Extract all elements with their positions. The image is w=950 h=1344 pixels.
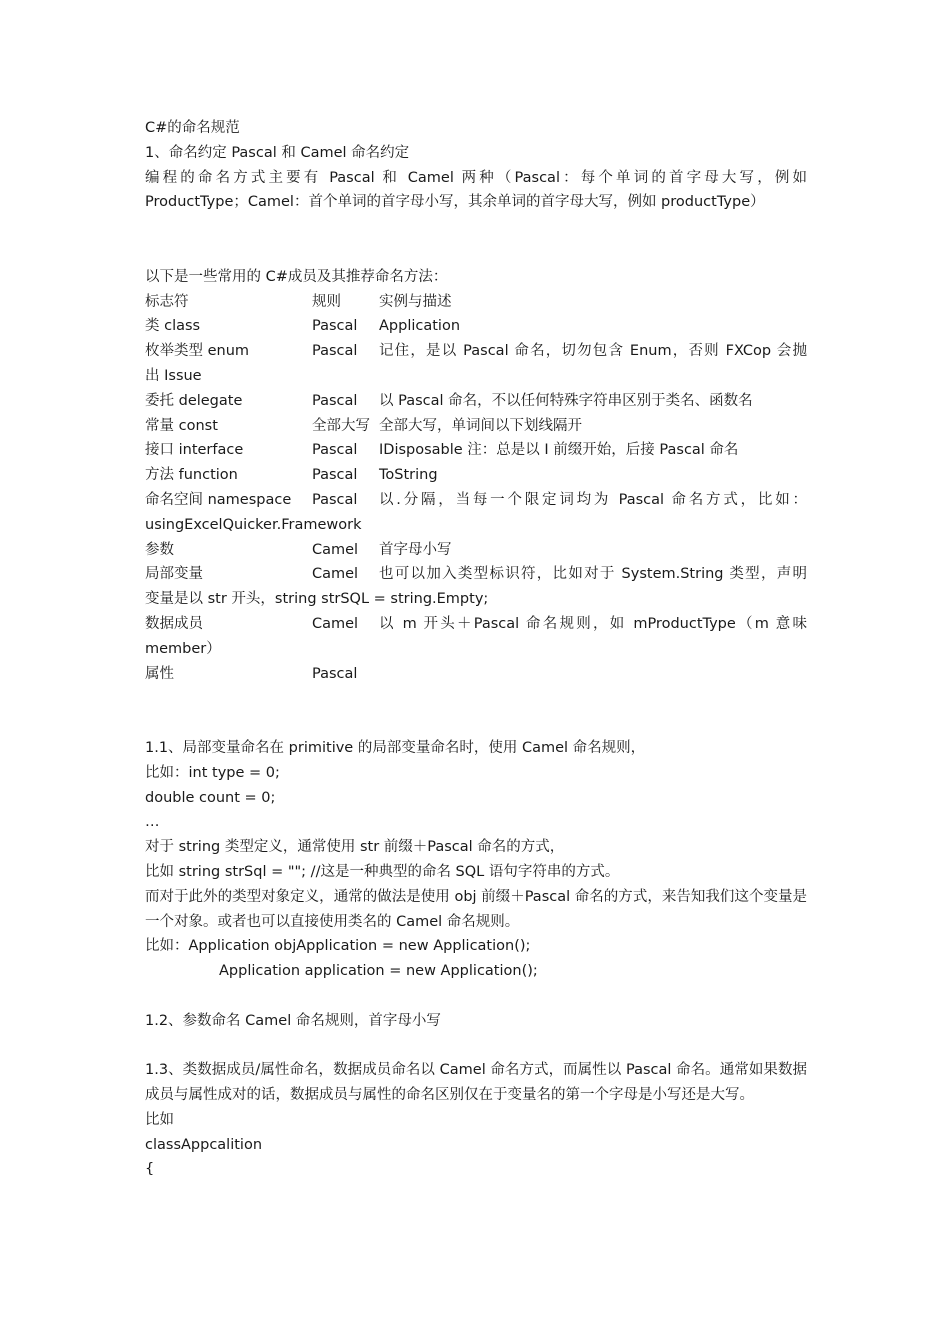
table-row-continuation: 出 Issue	[145, 367, 202, 384]
example-label: 比如	[145, 1111, 174, 1128]
cell-rule: Pascal	[312, 491, 358, 508]
cell-identifier: 命名空间 namespace	[145, 491, 292, 508]
cell-desc: Application	[379, 318, 461, 335]
table-row-continuation: 变量是以 str 开头，string strSQL = string.Empty;	[145, 591, 489, 608]
cell-identifier: 局部变量	[145, 566, 203, 583]
cell-rule: 全部大写	[312, 417, 370, 434]
table-row	[145, 438, 807, 463]
section-1-paragraph: 编程的命名方式主要有 Pascal 和 Camel 两种（Pascal：每个单词的首字母大写，例如 ProductType；Camel：首个单词的首字母小写，其余单词的首字母大写，例如 productType）	[145, 169, 807, 211]
code-example: classAppcalition	[145, 1136, 263, 1153]
object-naming-paragraph: 而对于此外的类型对象定义，通常的做法是使用 obj 前缀＋Pascal 命名的方式，来告知我们这个变量是一个对象。或者也可以直接使用类名的 Camel 命名规则。	[145, 888, 807, 930]
cell-desc: 记住，是以 Pascal 命名，切勿包含 Enum，否则 FXCop 会抛	[379, 343, 807, 360]
cell-desc: 以 Pascal 命名，不以任何特殊字符串区别于类名、函数名	[379, 392, 753, 409]
table-row	[145, 488, 807, 513]
header-desc: 实例与描述	[379, 293, 452, 310]
cell-desc: 以 m 开头＋Pascal 命名规则，如 mProductType（m 意味	[379, 615, 807, 632]
cell-rule: Pascal	[312, 343, 358, 360]
code-example: 比如：Application objApplication = new Application();	[145, 938, 531, 955]
table-row	[145, 463, 807, 488]
code-example: double count = 0;	[145, 789, 276, 806]
naming-table-header	[145, 290, 807, 315]
spacer	[145, 215, 807, 240]
doc-title: C#的命名规范	[145, 120, 240, 136]
table-intro: 以下是一些常用的 C#成员及其推荐命名方法：	[145, 268, 448, 285]
cell-identifier: 常量 const	[145, 417, 218, 434]
cell-desc: 首字母小写	[379, 541, 452, 558]
table-row	[145, 538, 807, 563]
cell-rule: Pascal	[312, 442, 358, 459]
cell-identifier: 数据成员	[145, 615, 203, 632]
table-row	[145, 389, 807, 414]
cell-identifier: 接口 interface	[145, 442, 244, 459]
table-row	[145, 662, 807, 687]
spacer	[145, 1033, 807, 1058]
cell-rule: Camel	[312, 566, 359, 583]
table-row-continuation: usingExcelQuicker.Framework	[145, 516, 362, 533]
code-example: Application application = new Application();	[219, 963, 538, 980]
cell-identifier: 枚举类型 enum	[145, 343, 250, 360]
string-naming-text: 对于 string 类型定义，通常使用 str 前缀＋Pascal 命名的方式，	[145, 839, 565, 856]
naming-table	[145, 314, 807, 686]
spacer	[145, 686, 807, 711]
cell-identifier: 方法 function	[145, 467, 238, 484]
table-row	[145, 339, 807, 364]
ellipsis: …	[145, 814, 160, 831]
spacer	[145, 984, 807, 1009]
cell-rule: Pascal	[312, 318, 358, 335]
spacer	[145, 711, 807, 736]
table-row	[145, 414, 807, 439]
spacer	[145, 240, 807, 265]
code-example: 比如 string strSql = ""; //这是一种典型的命名 SQL 语句字符串的方式。	[145, 863, 620, 880]
cell-desc	[379, 662, 807, 687]
cell-rule: Pascal	[312, 665, 358, 682]
cell-desc: ToString	[379, 467, 438, 484]
header-rule: 规则	[312, 293, 341, 310]
cell-desc: IDisposable 注：总是以 I 前缀开始，后接 Pascal 命名	[379, 442, 739, 459]
section-1-3-paragraph: 1.3、类数据成员/属性命名，数据成员命名以 Camel 命名方式，而属性以 Pascal 命名。通常如果数据成员与属性成对的话，数据成员与属性的命名区别仅在于变量名的第一个字母是小写还是大写。	[145, 1062, 807, 1104]
table-row	[145, 314, 807, 339]
cell-rule: Camel	[312, 541, 359, 558]
cell-identifier: 参数	[145, 541, 174, 558]
cell-rule: Camel	[312, 615, 359, 632]
cell-identifier: 类 class	[145, 318, 201, 335]
code-example: 比如：int type = 0;	[145, 764, 280, 781]
cell-desc: 以.分隔，当每一个限定词均为 Pascal 命名方式，比如：	[379, 491, 807, 508]
table-row	[145, 562, 807, 587]
section-1-heading: 1、命名约定 Pascal 和 Camel 命名约定	[145, 144, 410, 161]
cell-identifier: 委托 delegate	[145, 392, 243, 409]
section-1-2-heading: 1.2、参数命名 Camel 命名规则，首字母小写	[145, 1012, 441, 1029]
cell-desc: 全部大写，单词间以下划线隔开	[379, 417, 582, 434]
table-row	[145, 612, 807, 637]
section-1-1-heading: 1.1、局部变量命名在 primitive 的局部变量命名时，使用 Camel 命名规则，	[145, 739, 646, 756]
cell-rule: Pascal	[312, 392, 358, 409]
document-body	[145, 116, 807, 1182]
header-identifier: 标志符	[145, 293, 189, 310]
code-example: {	[145, 1161, 155, 1178]
cell-desc: 也可以加入类型标识符，比如对于 System.String 类型，声明	[379, 566, 807, 583]
table-row-continuation: member）	[145, 640, 221, 657]
cell-rule: Pascal	[312, 467, 358, 484]
cell-identifier: 属性	[145, 665, 174, 682]
